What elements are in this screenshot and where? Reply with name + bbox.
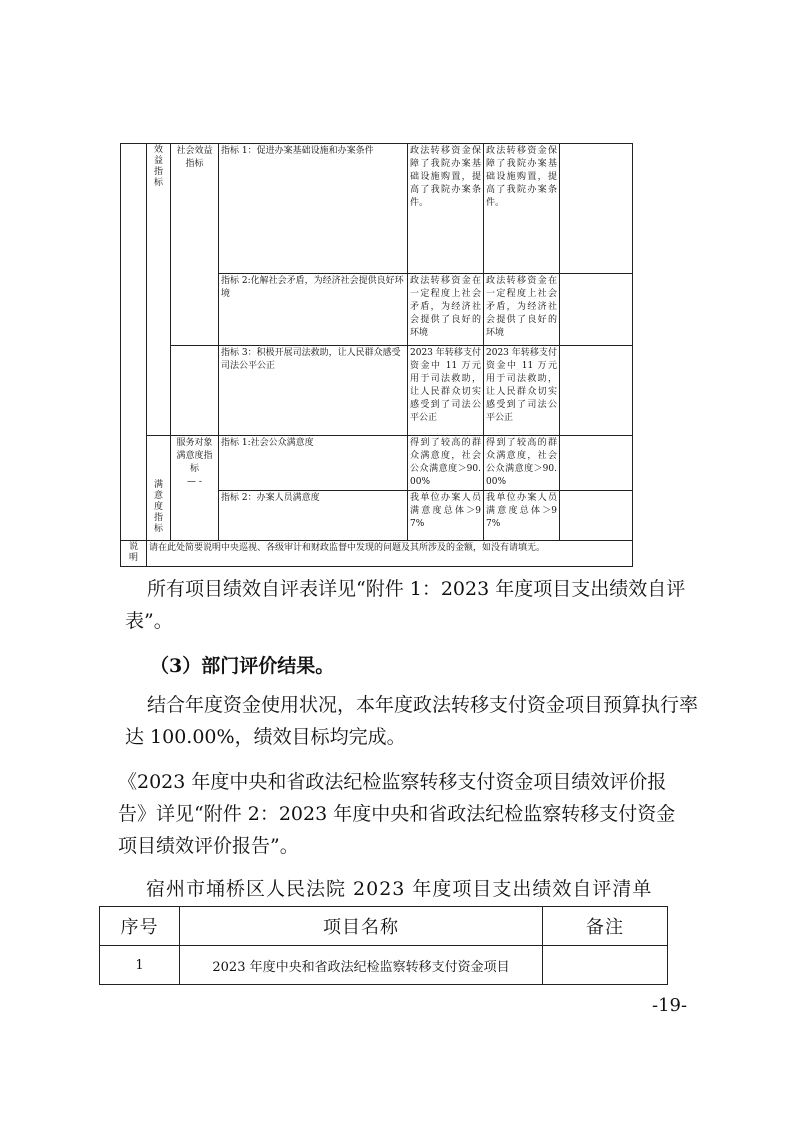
indicator-target: 2023 年转移支付资金中 11 万元用于司法救助，让人民群众切实感受到了司法公平公正 <box>408 346 484 436</box>
note-label: 说明 <box>121 541 147 567</box>
indicator-actual: 政法转移资金保障了我院办案基础设施购置，提高了我院办案条件。 <box>484 144 560 274</box>
indicator-target: 我单位办案人员满意度总体＞97% <box>408 491 484 541</box>
project-list-table <box>99 906 668 985</box>
blank-left-cell <box>121 144 147 541</box>
paragraph-self-eval-reference: 所有项目绩效自评表详见“附件 1：2023 年度项目支出绩效自评表”。 <box>125 578 686 632</box>
header-remarks: 备注 <box>543 907 668 946</box>
indicator-extra <box>560 491 633 541</box>
indicator-extra <box>560 274 633 346</box>
indicator-name: 指标 1：促进办案基础设施和办案条件 <box>219 144 408 274</box>
blank-sub-cell <box>171 346 219 436</box>
indicator-target: 政法转移资金在一定程度上社会矛盾，为经济社会提供了良好的环境 <box>408 274 484 346</box>
row-remarks <box>543 946 668 985</box>
row-serial: 1 <box>100 946 180 985</box>
social-benefit-label: 社会效益指标 <box>171 144 219 346</box>
list-title: 宿州市埇桥区人民法院 2023 年度项目支出绩效自评清单 <box>146 878 653 900</box>
paragraph-report-reference: 《2023 年度中央和省政法纪检监察转移支付资金项目绩效评价报告》详见“附件 2：2023 年度中央和省政法纪检监察转移支付资金项目绩效评价报告”。 <box>118 771 676 857</box>
indicator-target: 得到了较高的群众满意度，社会公众满意度＞90.00% <box>408 436 484 491</box>
section-heading: （3）部门评价结果。 <box>150 655 335 677</box>
indicator-name: 指标 3：积极开展司法救助，让人民群众感受司法公平公正 <box>219 346 408 436</box>
indicator-name: 指标 2：办案人员满意度 <box>219 491 408 541</box>
benefit-indicator-label: 效益指标 <box>147 144 171 436</box>
service-satisfaction-label: 服务对象满意度指标 — - <box>171 436 219 541</box>
indicator-actual: 政法转移资金在一定程度上社会矛盾，为经济社会提供了良好的环境 <box>484 274 560 346</box>
header-project-name: 项目名称 <box>180 907 543 946</box>
service-dash: — - <box>187 477 202 487</box>
indicator-extra <box>560 346 633 436</box>
table-row <box>100 946 668 985</box>
performance-table <box>120 143 633 567</box>
note-text: 请在此处简要说明中央巡视、各级审计和财政监督中发现的问题及其所涉及的金额，如没有请填无。 <box>147 541 633 567</box>
header-serial: 序号 <box>100 907 180 946</box>
indicator-extra <box>560 144 633 274</box>
indicator-actual: 得到了较高的群众满意度，社会公众满意度＞90.00% <box>484 436 560 491</box>
indicator-extra <box>560 436 633 491</box>
indicator-target: 政法转移资金保障了我院办案基础设施购置，提高了我院办案条件。 <box>408 144 484 274</box>
indicator-actual: 我单位办案人员满意度总体＞97% <box>484 491 560 541</box>
row-project-name: 2023 年度中央和省政法纪检监察转移支付资金项目 <box>180 946 543 985</box>
indicator-name: 指标 2:化解社会矛盾，为经济社会提供良好环境 <box>219 274 408 346</box>
page-number: -19- <box>652 995 688 1016</box>
indicator-actual: 2023 年转移支付资金中 11 万元用于司法救助，让人民群众切实感受到了司法公平公正 <box>484 346 560 436</box>
satisfaction-indicator-label: 满意度指标 <box>147 436 171 541</box>
indicator-name: 指标 1:社会公众满意度 <box>219 436 408 491</box>
paragraph-evaluation-result: 结合年度资金使用状况，本年度政法转移支付资金项目预算执行率达 100.00%，绩效目标均完成。 <box>125 694 699 748</box>
